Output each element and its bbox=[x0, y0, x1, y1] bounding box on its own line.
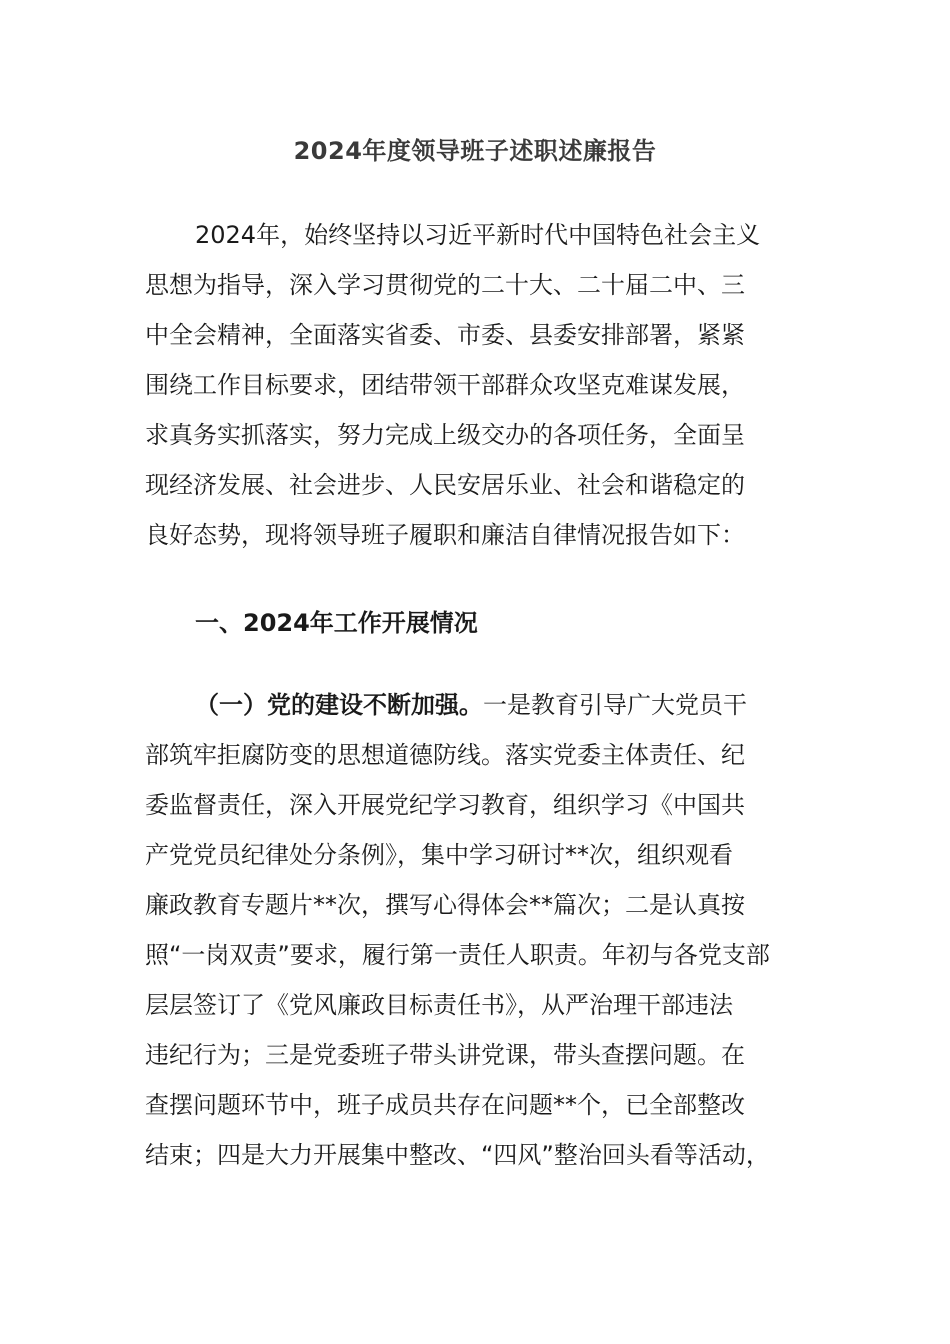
section-line: 照“一岗双责”要求，履行第一责任人职责。年初与各党支部 bbox=[145, 941, 770, 969]
section-line-text: 一是教育引导广大党员干 bbox=[483, 691, 747, 719]
section-line: 查摆问题环节中，班子成员共存在问题**个，已全部整改 bbox=[145, 1091, 745, 1119]
section-line: 委监督责任，深入开展党纪学习教育，组织学习《中国共 bbox=[145, 791, 745, 819]
intro-line: 良好态势，现将领导班子履职和廉洁自律情况报告如下： bbox=[145, 521, 745, 549]
section-first-line bbox=[145, 680, 810, 730]
section-paragraph bbox=[145, 680, 810, 1180]
section-line: 产党党员纪律处分条例》，集中学习研讨**次，组织观看 bbox=[145, 841, 733, 869]
section-heading: 一、2024年工作开展情况 bbox=[195, 609, 478, 637]
intro-paragraph bbox=[145, 210, 810, 560]
intro-line: 中全会精神，全面落实省委、市委、县委安排部署，紧紧 bbox=[145, 321, 745, 349]
subsection-lead: （一）党的建设不断加强。 bbox=[195, 691, 483, 719]
section-line: 违纪行为；三是党委班子带头讲党课，带头查摆问题。在 bbox=[145, 1041, 745, 1069]
section-line: 结束；四是大力开展集中整改、“四风”整治回头看等活动， bbox=[145, 1141, 770, 1169]
intro-line: 2024年，始终坚持以习近平新时代中国特色社会主义 bbox=[195, 221, 761, 249]
intro-line: 思想为指导，深入学习贯彻党的二十大、二十届二中、三 bbox=[145, 271, 745, 299]
intro-line: 围绕工作目标要求，团结带领干部群众攻坚克难谋发展， bbox=[145, 371, 745, 399]
section-line: 层层签订了《党风廉政目标责任书》，从严治理干部违法 bbox=[145, 991, 733, 1019]
section-line: 廉政教育专题片**次，撰写心得体会**篇次；二是认真按 bbox=[145, 891, 745, 919]
intro-line: 现经济发展、社会进步、人民安居乐业、社会和谐稳定的 bbox=[145, 471, 745, 499]
intro-line: 求真务实抓落实，努力完成上级交办的各项任务，全面呈 bbox=[145, 421, 745, 449]
document-title: 2024年度领导班子述职述廉报告 bbox=[293, 137, 657, 165]
section-line: 部筑牢拒腐防变的思想道德防线。落实党委主体责任、纪 bbox=[145, 741, 745, 769]
